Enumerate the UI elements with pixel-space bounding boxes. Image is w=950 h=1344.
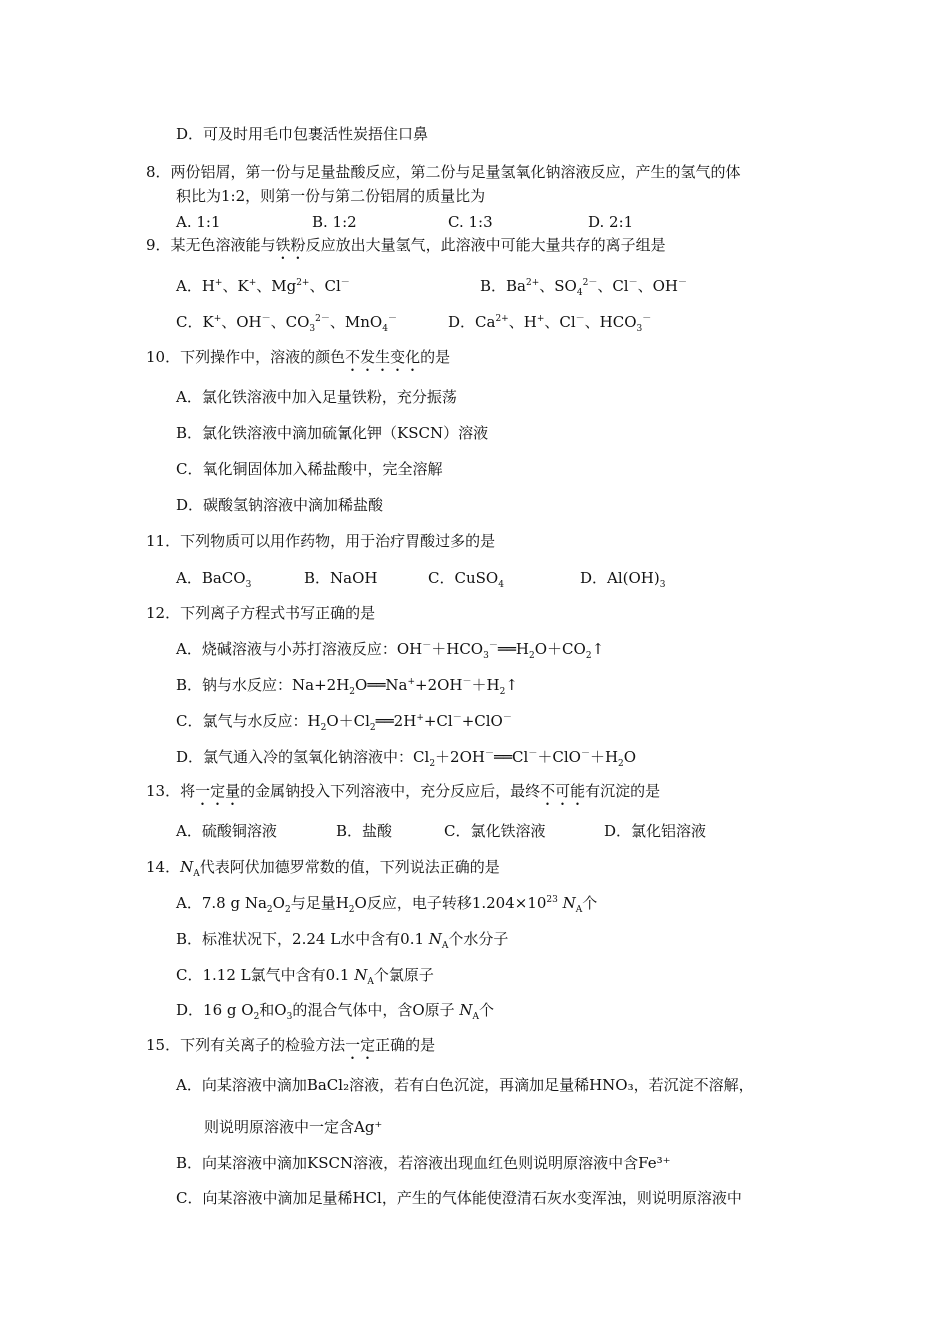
- q13-option-a: A．硫酸铜溶液: [176, 822, 277, 840]
- q11-option-a: A．BaCO$_3$: [176, 569, 252, 590]
- q8-stem-line1: 8．两份铝屑，第一份与足量盐酸反应，第二份与足量氢氧化钠溶液反应，产生的氢气的体: [146, 163, 741, 181]
- q15-option-b: B．向某溶液中滴加KSCN溶液，若溶液出现血红色则说明原溶液中含Fe³⁺: [176, 1154, 671, 1172]
- q9-emphasis: 铁粉: [275, 236, 306, 254]
- q15-emphasis: 一定: [345, 1036, 376, 1054]
- q15-option-a-line2: 则说明原溶液中一定含Ag⁺: [204, 1118, 383, 1136]
- q8-option-b: B. 1:2: [312, 213, 357, 231]
- q10-option-b: B．氯化铁溶液中滴加硫氰化钾（KSCN）溶液: [176, 424, 489, 442]
- q13-option-b: B．盐酸: [336, 822, 393, 840]
- q10-emphasis: 不发生变化: [345, 348, 421, 366]
- q8-option-c: C. 1:3: [448, 213, 493, 231]
- q10-stem: 10．下列操作中，溶液的颜色不发生变化的是: [146, 348, 451, 366]
- q12-option-b: B．钠与水反应：$Na+2H_2O══Na^++2OH^-+H_2↑$: [176, 676, 518, 697]
- q12-option-d: D．氯气通入冷的氢氧化钠溶液中：$Cl_2+2OH^-══Cl^-+ClO^-+H_2O$: [176, 748, 637, 769]
- q11-option-d: D．$Al(OH)_3$: [580, 569, 666, 590]
- q11-option-c: C．CuSO$_4$: [428, 569, 504, 590]
- q13-option-c: C．氯化铁溶液: [444, 822, 546, 840]
- q11-option-b: B．NaOH: [304, 569, 378, 587]
- q9-option-b: B．$Ba^{2+}$、$SO_4^{2-}$、Cl－、OH－: [480, 277, 688, 298]
- q8-option-d: D. 2:1: [588, 213, 634, 231]
- q9-option-d: D．$Ca^{2+}$、H+、Cl－、$HCO_3^-$: [448, 313, 652, 334]
- q14-stem: 14．$N_A$代表阿伏加德罗常数的值，下列说法正确的是: [146, 858, 500, 879]
- q10-option-a: A．氯化铁溶液中加入足量铁粉，充分振荡: [176, 388, 457, 406]
- q13-emphasis-2: 不可能: [540, 782, 586, 800]
- q8-stem-line2: 积比为1:2，则第一份与第二份铝屑的质量比为: [176, 187, 486, 205]
- q12-option-c: C．氯气与水反应：$H_2O+Cl_2══2H^++Cl^-+ClO^-$: [176, 712, 512, 733]
- q10-option-d: D．碳酸氢钠溶液中滴加稀盐酸: [176, 496, 384, 514]
- q14-option-c: C．1.12 L氯气中含有0.1 $N_A$个氯原子: [176, 966, 434, 987]
- q12-option-a: A．烧碱溶液与小苏打溶液反应：$OH^-+HCO_3^-══H_2O+CO_2↑$: [176, 640, 605, 661]
- q9-stem: 9．某无色溶液能与铁粉反应放出大量氢气，此溶液中可能大量共存的离子组是: [146, 236, 666, 254]
- q13-option-d: D．氯化铝溶液: [604, 822, 707, 840]
- q12-stem: 12．下列离子方程式书写正确的是: [146, 604, 376, 622]
- q8-option-a: A. 1:1: [176, 213, 221, 231]
- q10-option-c: C．氧化铜固体加入稀盐酸中，完全溶解: [176, 460, 443, 478]
- q14-option-a: A．7.8 g $Na_2O_2$与足量$H_2O$反应，电子转移$1.204\times 10^{23}$ $N_A$个: [176, 894, 598, 915]
- q13-stem: 13．将一定量的金属钠投入下列溶液中，充分反应后，最终不可能有沉淀的是: [146, 782, 661, 800]
- q14-option-d: D．16 g $O_2$和$O_3$的混合气体中，含O原子 $N_A$个: [176, 1001, 495, 1022]
- q13-emphasis-1: 一定量: [195, 782, 241, 800]
- q14-option-b: B．标准状况下，2.24 L水中含有0.1 $N_A$个水分子: [176, 930, 509, 951]
- q9-option-c: C．K+、OH－、$CO_3^{2-}$、MnO$_4$－: [176, 313, 397, 334]
- q7-option-d: D．可及时用毛巾包裹活性炭捂住口鼻: [176, 125, 429, 143]
- q15-option-a-line1: A．向某溶液中滴加BaCl₂溶液，若有白色沉淀，再滴加足量稀HNO₃，若沉淀不溶解，: [176, 1076, 754, 1094]
- q15-option-c: C．向某溶液中滴加足量稀HCl，产生的气体能使澄清石灰水变浑浊，则说明原溶液中: [176, 1189, 742, 1207]
- q9-option-a: A．H+、K+、$Mg^{2+}$、Cl－: [176, 277, 350, 295]
- q15-stem: 15．下列有关离子的检验方法一定正确的是: [146, 1036, 436, 1054]
- q11-stem: 11．下列物质可以用作药物，用于治疗胃酸过多的是: [146, 532, 496, 550]
